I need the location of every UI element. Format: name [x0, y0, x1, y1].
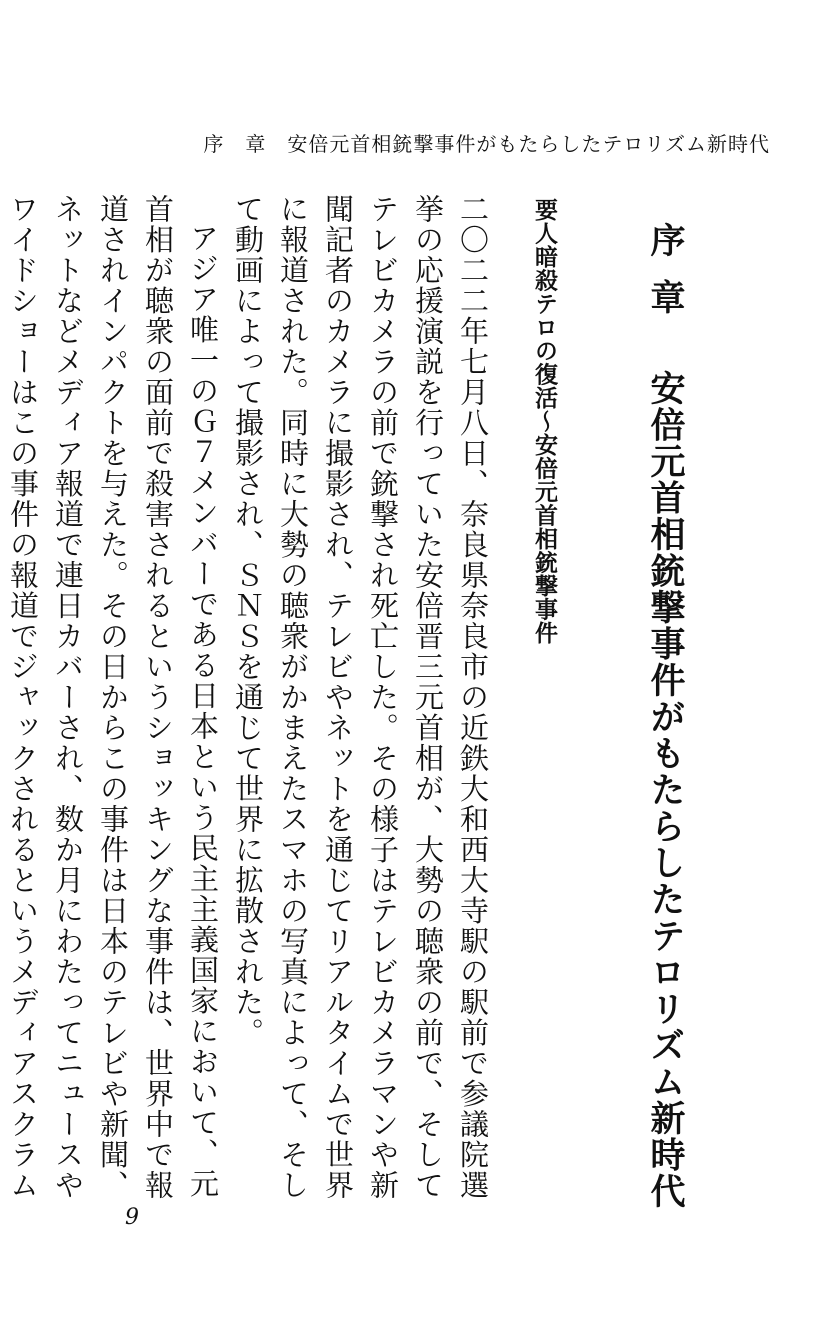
chapter-title-text: 安倍元首相銃撃事件がもたらしたテロリズム新時代	[645, 370, 685, 1210]
page-number: 9	[125, 1205, 139, 1230]
body-text	[6, 194, 495, 1224]
chapter-label: 序章	[645, 222, 685, 336]
section-heading: 要人暗殺テロの復活〜安倍元首相銃撃事件	[531, 198, 557, 645]
paragraph-2: アジア唯一のＧ７メンバーである日本という民主主義国家において、元首相が聴衆の面前で殺害されるというショッキングな事件は、世界中で報道されインパクトを与えた。その日からこの事件は日本のテレビや新聞、ネットなどメディア報道で連日カバーされ、数か月にわたってニュースやワイドショーはこの事件の報道でジャックされるというメディアスクラム	[6, 194, 220, 1201]
chapter-title	[638, 222, 685, 1222]
paragraph-1: 二〇二二年七月八日、奈良県奈良市の近鉄大和西大寺駅の駅前で参議院選挙の応援演説を行っていた安倍晋三元首相が、大勢の聴衆の前で、そしてテレビカメラの前で銃撃され死亡した。その様子はテレビカメラマンや新聞記者のカメラに撮影され、テレビやネットを通じてリアルタイムで世界に報道された。同時に大勢の聴衆がかまえたスマホの写真によって、そして動画によって撮影され、ＳＮＳを通じて世界に拡散された。	[231, 194, 490, 1201]
running-head: 序 章 安倍元首相銃撃事件がもたらしたテロリズム新時代	[203, 132, 770, 156]
